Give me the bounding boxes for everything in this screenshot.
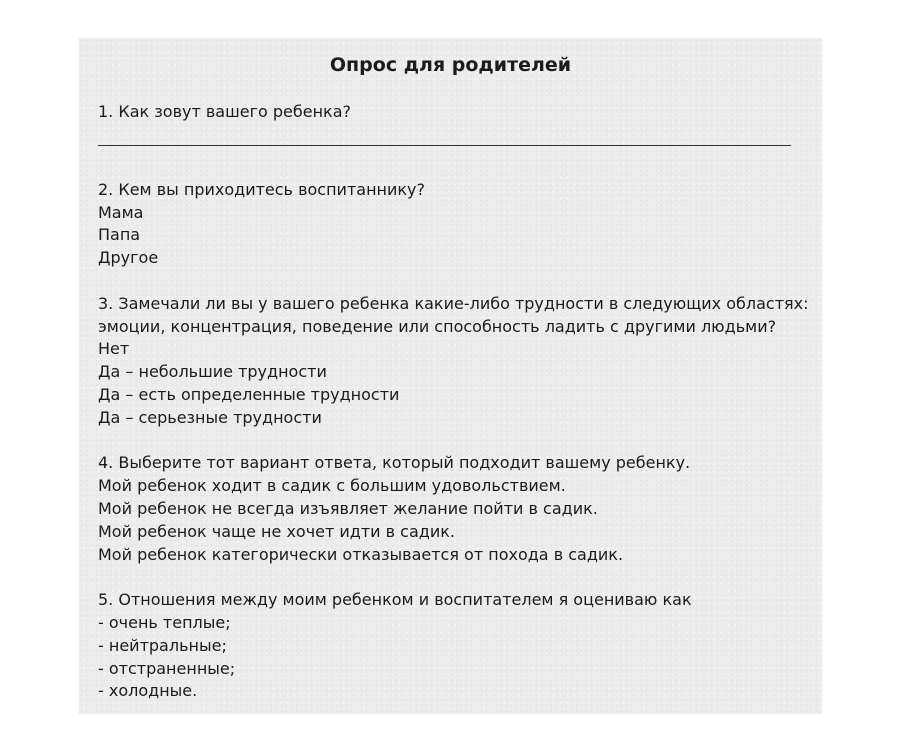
survey-content — [98, 101, 810, 703]
question-4-text: 4. Выберите тот вариант ответа, который подходит вашему ребенку. — [98, 453, 691, 473]
question-3-options — [98, 338, 810, 429]
option-item[interactable]: - холодные. — [98, 681, 198, 701]
option-item[interactable]: Мой ребенок не всегда изъявляет желание пойти в садик. — [98, 498, 598, 518]
option-item[interactable]: Мой ребенок чаще не хочет идти в садик. — [98, 521, 455, 541]
question-5-text: 5. Отношения между моим ребенком и воспитателем я оцениваю как — [98, 590, 692, 610]
question-3-text-line-2: эмоции, концентрация, поведение или способность ладить с другими людьми? — [98, 316, 777, 336]
option-item[interactable]: Да – есть определенные трудности — [98, 384, 400, 404]
question-1-text: 1. Как зовут вашего ребенка? — [98, 102, 351, 121]
question-2-options — [98, 202, 810, 270]
option-item[interactable]: - очень теплые; — [98, 612, 231, 632]
question-1 — [98, 101, 810, 146]
option-item[interactable]: Да – небольшие трудности — [98, 362, 327, 382]
question-3 — [98, 293, 810, 430]
option-item[interactable]: Нет — [98, 339, 130, 359]
page-title: Опрос для родителей — [329, 54, 572, 76]
option-item[interactable]: - отстраненные; — [98, 658, 236, 678]
question-4-options — [98, 475, 810, 566]
question-5 — [98, 589, 810, 703]
option-item[interactable]: Другое — [98, 248, 159, 268]
option-item[interactable]: Мой ребенок ходит в садик с большим удовольствием. — [98, 476, 566, 496]
survey-sheet — [79, 38, 822, 714]
question-4 — [98, 452, 810, 566]
option-item[interactable]: Папа — [98, 225, 141, 245]
option-item[interactable]: Мой ребенок категорически отказывается от похода в садик. — [98, 544, 624, 564]
question-2 — [98, 179, 810, 270]
option-item[interactable]: - нейтральные; — [98, 635, 227, 655]
question-1-answer-line[interactable] — [98, 145, 791, 146]
question-5-options — [98, 612, 810, 703]
question-3-text-line-1: 3. Замечали ли вы у вашего ребенка какие-либо трудности в следующих областях: — [98, 293, 809, 313]
question-2-text: 2. Кем вы приходитесь воспитаннику? — [98, 179, 426, 199]
option-item[interactable]: Мама — [98, 202, 144, 222]
option-item[interactable]: Да – серьезные трудности — [98, 407, 322, 427]
